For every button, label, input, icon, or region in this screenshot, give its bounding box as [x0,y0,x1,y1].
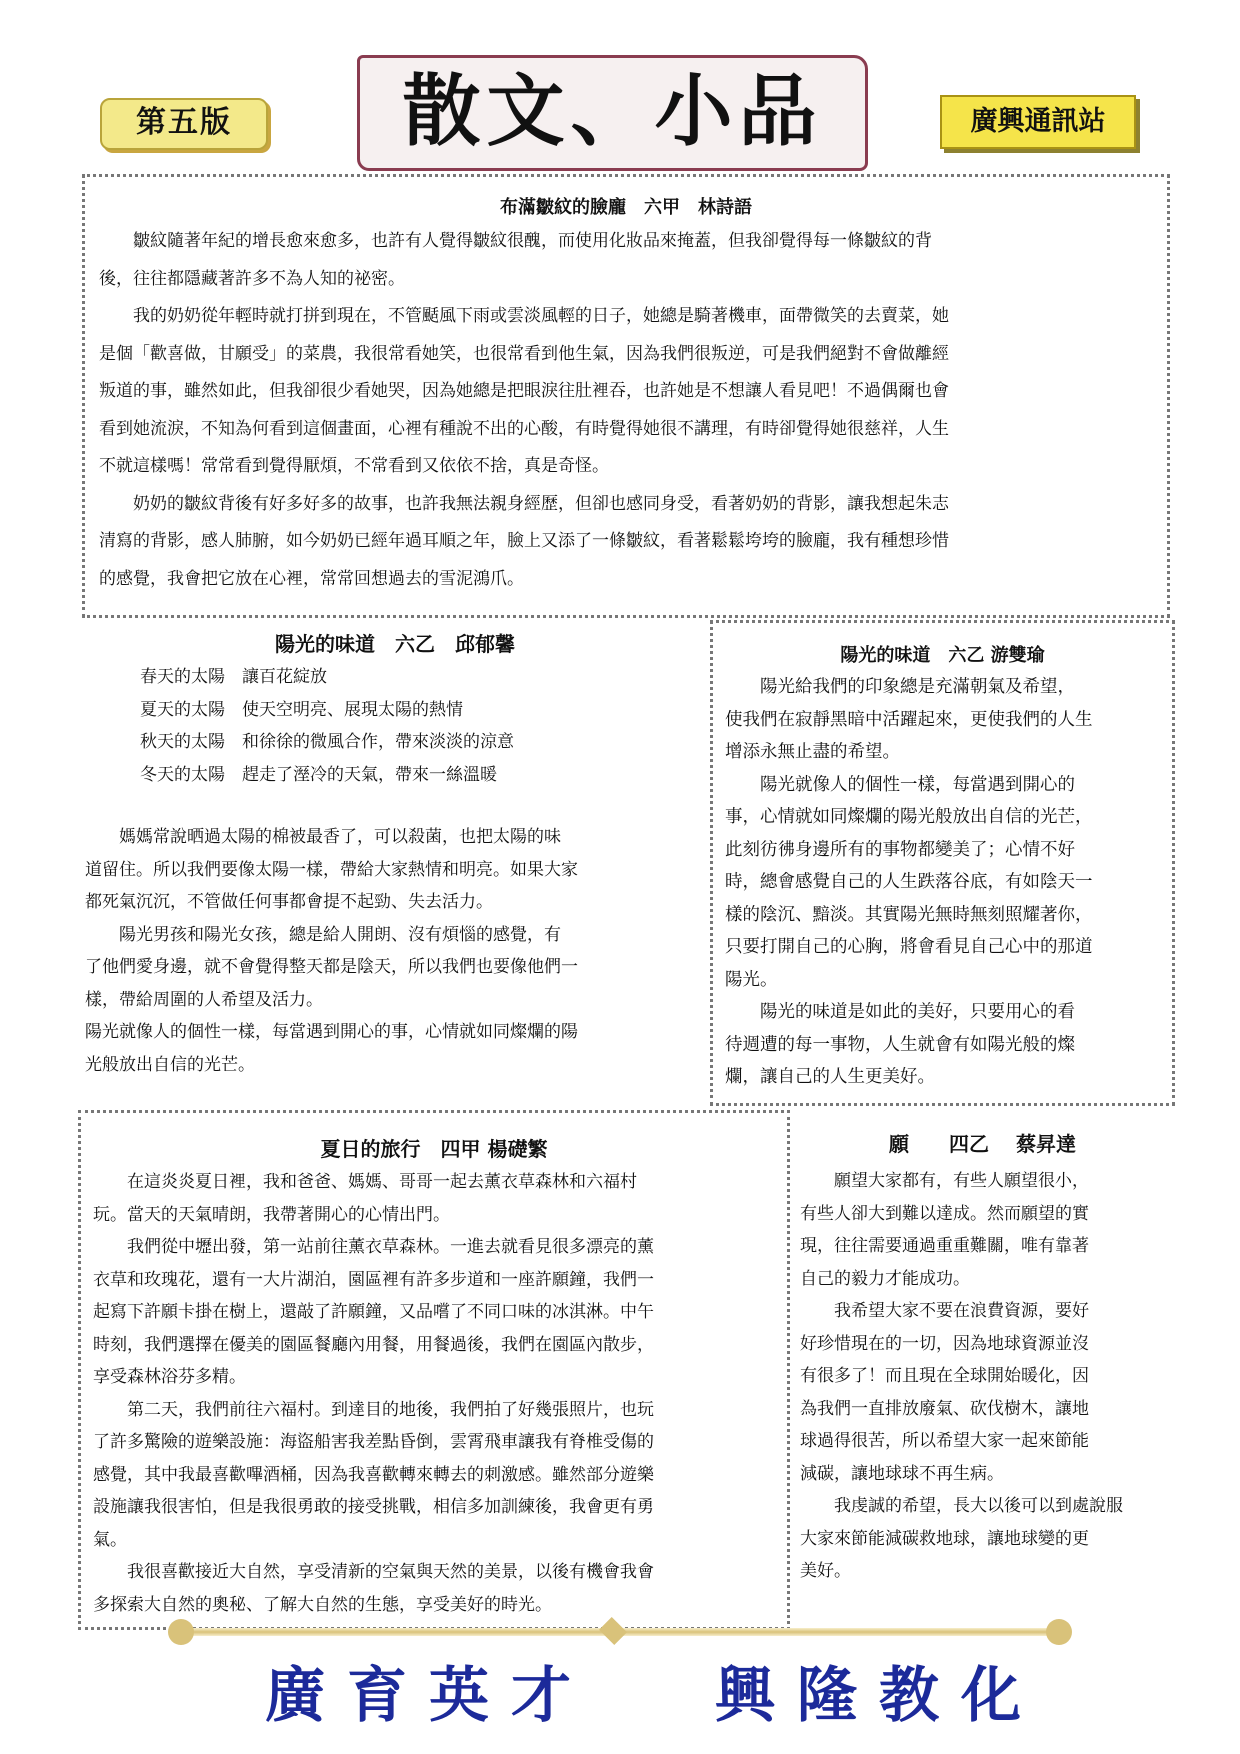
paragraph-line: 清寫的背影，感人肺腑，如今奶奶已經年過耳順之年，臉上又添了一條皺紋，看著鬆鬆垮垮的臉龐，我有種想珍惜 [99,531,949,551]
paragraph-line: 第二天，我們前往六福村。到達目的地後，我們拍了好幾張照片，也玩 [93,1399,654,1420]
paragraph-line: 了許多驚險的遊樂設施：海盜船害我差點昏倒，雲霄飛車讓我有脊椎受傷的 [93,1432,654,1452]
paragraph-line: 都死氣沉沉，不管做任何事都會提不起勁、失去活力。 [85,892,493,912]
article-summer-trip [78,1110,790,1630]
paragraph-line: 時刻，我們選擇在優美的園區餐廳內用餐，用餐過後，我們在園區內散步， [93,1334,654,1355]
article-title: 陽光的味道 六乙 邱郁馨 [275,632,515,656]
edition-badge: 第五版 [100,98,268,150]
paragraph-line: 在這炎炎夏日裡，我和爸爸、媽媽、哥哥一起去薰衣草森林和六福村 [93,1172,637,1192]
paragraph-line: 陽光就像人的個性一樣，每當遇到開心的事，心情就如同燦爛的陽 [85,1022,578,1042]
paragraph-line: 享受森林浴芬多精。 [93,1367,246,1387]
paragraph-line: 多探索大自然的奧秘、了解大自然的生態，享受美好的時光。 [93,1594,552,1615]
article-wish [795,1128,1170,1588]
paragraph-line: 氣。 [93,1529,127,1550]
paragraph-line: 我的奶奶從年輕時就打拼到現在，不管颳風下雨或雲淡風輕的日子，她總是騎著機車，面帶微笑的去賣菜，她 [99,306,949,326]
paragraph-line: 陽光的味道是如此的美好，只要用心的看 [725,1002,1075,1022]
paragraph-line: 是個「歡喜做，甘願受」的菜農，我很常看她笑，也很常看到他生氣，因為我們很叛逆，可是我們絕對不會做離經 [99,343,949,364]
paragraph-line: 奶奶的皺紋背後有好多好多的故事，也許我無法親身經歷，但卻也感同身受，看著奶奶的背影，讓我想起朱志 [99,493,949,514]
paragraph-line: 設施讓我很害怕，但是我很勇敢的接受挑戰，相信多加訓練後，我會更有勇 [93,1497,654,1517]
paragraph-line: 道留住。所以我們要像太陽一樣，帶給大家熱情和明亮。如果大家 [85,859,578,880]
paragraph-line: 自己的毅力才能成功。 [800,1268,970,1289]
paragraph-line: 我希望大家不要在浪費資源，要好 [800,1301,1089,1321]
paragraph-line: 皺紋隨著年紀的增長愈來愈多，也許有人覺得皺紋很醜，而使用化妝品來掩蓋，但我卻覺得每一條皺紋的背 [99,231,932,251]
paragraph-line: 玩。當天的天氣晴朗，我帶著開心的心情出門。 [93,1204,450,1225]
paragraph-line: 現，往往需要通過重重難關，唯有靠著 [800,1236,1089,1256]
paragraph-line: 起寫下許願卡掛在樹上，還敲了許願鐘，又品嚐了不同口味的冰淇淋。中午 [93,1302,654,1322]
paragraph-line: 事，心情就如同燦爛的陽光般放出自信的光芒， [725,807,1093,827]
paragraph-line: 衣草和玫瑰花，還有一大片湖泊，園區裡有許多步道和一座許願鐘，我們一 [93,1269,654,1290]
divider-ornament [168,1619,194,1645]
paragraph-line: 叛道的事，雖然如此，但我卻很少看她哭，因為她總是把眼淚往肚裡吞，也許她是不想讓人看見吧！不過偶爾也會 [99,381,949,401]
poem-line: 春天的太陽 讓百花綻放 [140,667,327,687]
article-title: 布滿皺紋的臉龐 六甲 林詩語 [500,197,752,218]
paragraph-line: 美好。 [800,1561,851,1581]
poem-line: 秋天的太陽 和徐徐的微風合作，帶來淡淡的涼意 [140,732,514,752]
paragraph-line: 待週遭的每一事物，人生就會有如陽光般的燦 [725,1034,1075,1055]
article-sunshine-1 [85,628,705,1088]
paragraph-line: 減碳，讓地球球不再生病。 [800,1463,1004,1484]
paragraph-line: 我很喜歡接近大自然，享受清新的空氣與天然的美景，以後有機會我會 [93,1562,654,1582]
paragraph-line: 樣的陰沉、黯淡。其實陽光無時無刻照耀著你， [725,904,1093,925]
paragraph-line: 的感覺，我會把它放在心裡，常常回想過去的雪泥鴻爪。 [99,568,524,589]
paragraph-line: 看到她流淚，不知為何看到這個畫面，心裡有種說不出的心酸，有時覺得她很不講理，有時卻覺得她很慈祥，人生 [99,418,949,439]
article-title: 陽光的味道 六乙 游雙瑜 [840,645,1045,666]
paragraph-line: 爛，讓自己的人生更美好。 [725,1067,935,1087]
article-title: 願 四乙 蔡昇達 [889,1132,1076,1156]
paragraph-line: 只要打開自己的心胸，將會看見自己心中的那道 [725,937,1093,957]
paragraph-line: 好珍惜現在的一切，因為地球資源並沒 [800,1333,1089,1354]
paragraph-line: 時，總會感覺自己的人生跌落谷底，有如陰天一 [725,872,1093,892]
paragraph-line: 了他們愛身邊，就不會覺得整天都是陰天，所以我們也要像他們一 [85,957,578,977]
paragraph-line: 我們從中壢出發，第一站前往薰衣草森林。一進去就看見很多漂亮的薰 [93,1237,654,1257]
paragraph-line: 後，往往都隱藏著許多不為人知的祕密。 [99,268,405,289]
paragraph-line: 願望大家都有，有些人願望很小， [800,1171,1089,1191]
article-wrinkles [82,174,1170,618]
paragraph-line: 此刻彷彿身邊所有的事物都變美了；心情不好 [725,839,1075,860]
paragraph-line: 樣，帶給周圍的人希望及活力。 [85,989,323,1010]
paragraph-line: 使我們在寂靜黑暗中活躍起來，更使我們的人生 [725,709,1093,730]
motto-right: 興隆教化 [715,1661,1043,1731]
paragraph-line: 球過得很苦，所以希望大家一起來節能 [800,1431,1089,1451]
paragraph-line: 有些人卻大到難以達成。然而願望的實 [800,1203,1089,1224]
article-sunshine-2 [710,620,1175,1106]
paragraph-line: 媽媽常說晒過太陽的棉被最香了，可以殺菌，也把太陽的味 [85,827,561,847]
paragraph-line: 增添永無止盡的希望。 [725,742,900,762]
paragraph-line: 感覺，其中我最喜歡嗶酒桶，因為我喜歡轉來轉去的刺激感。雖然部分遊樂 [93,1464,654,1485]
newsletter-badge: 廣興通訊站 [940,95,1136,149]
paragraph-line: 陽光給我們的印象總是充滿朝氣及希望， [725,677,1075,697]
poem-line: 冬天的太陽 趕走了溼冷的天氣，帶來一絲溫暖 [140,764,497,785]
paragraph-line: 陽光就像人的個性一樣，每當遇到開心的 [725,774,1075,795]
paragraph-line: 陽光。 [725,969,778,990]
divider-ornament [1046,1619,1072,1645]
paragraph-line: 大家來節能減碳救地球，讓地球變的更 [800,1528,1089,1549]
paragraph-line: 陽光男孩和陽光女孩，總是給人開朗、沒有煩惱的感覺，有 [85,924,561,945]
paragraph-line: 光般放出自信的光芒。 [85,1054,255,1075]
motto-left: 廣育英才 [265,1661,593,1731]
paragraph-line: 不就這樣嗎！常常看到覺得厭煩，不常看到又依依不捨，真是奇怪。 [99,456,609,476]
poem-line: 夏天的太陽 使天空明亮、展現太陽的熱情 [140,699,463,720]
paragraph-line: 有很多了！而且現在全球開始暖化，因 [800,1366,1089,1386]
page-title: 散文、小品 [357,55,868,171]
paragraph-line: 我虔誠的希望，長大以後可以到處說服 [800,1496,1123,1516]
article-title: 夏日的旅行 四甲 楊礎繁 [320,1137,548,1161]
paragraph-line: 為我們一直排放廢氣、砍伐樹木，讓地 [800,1398,1089,1419]
